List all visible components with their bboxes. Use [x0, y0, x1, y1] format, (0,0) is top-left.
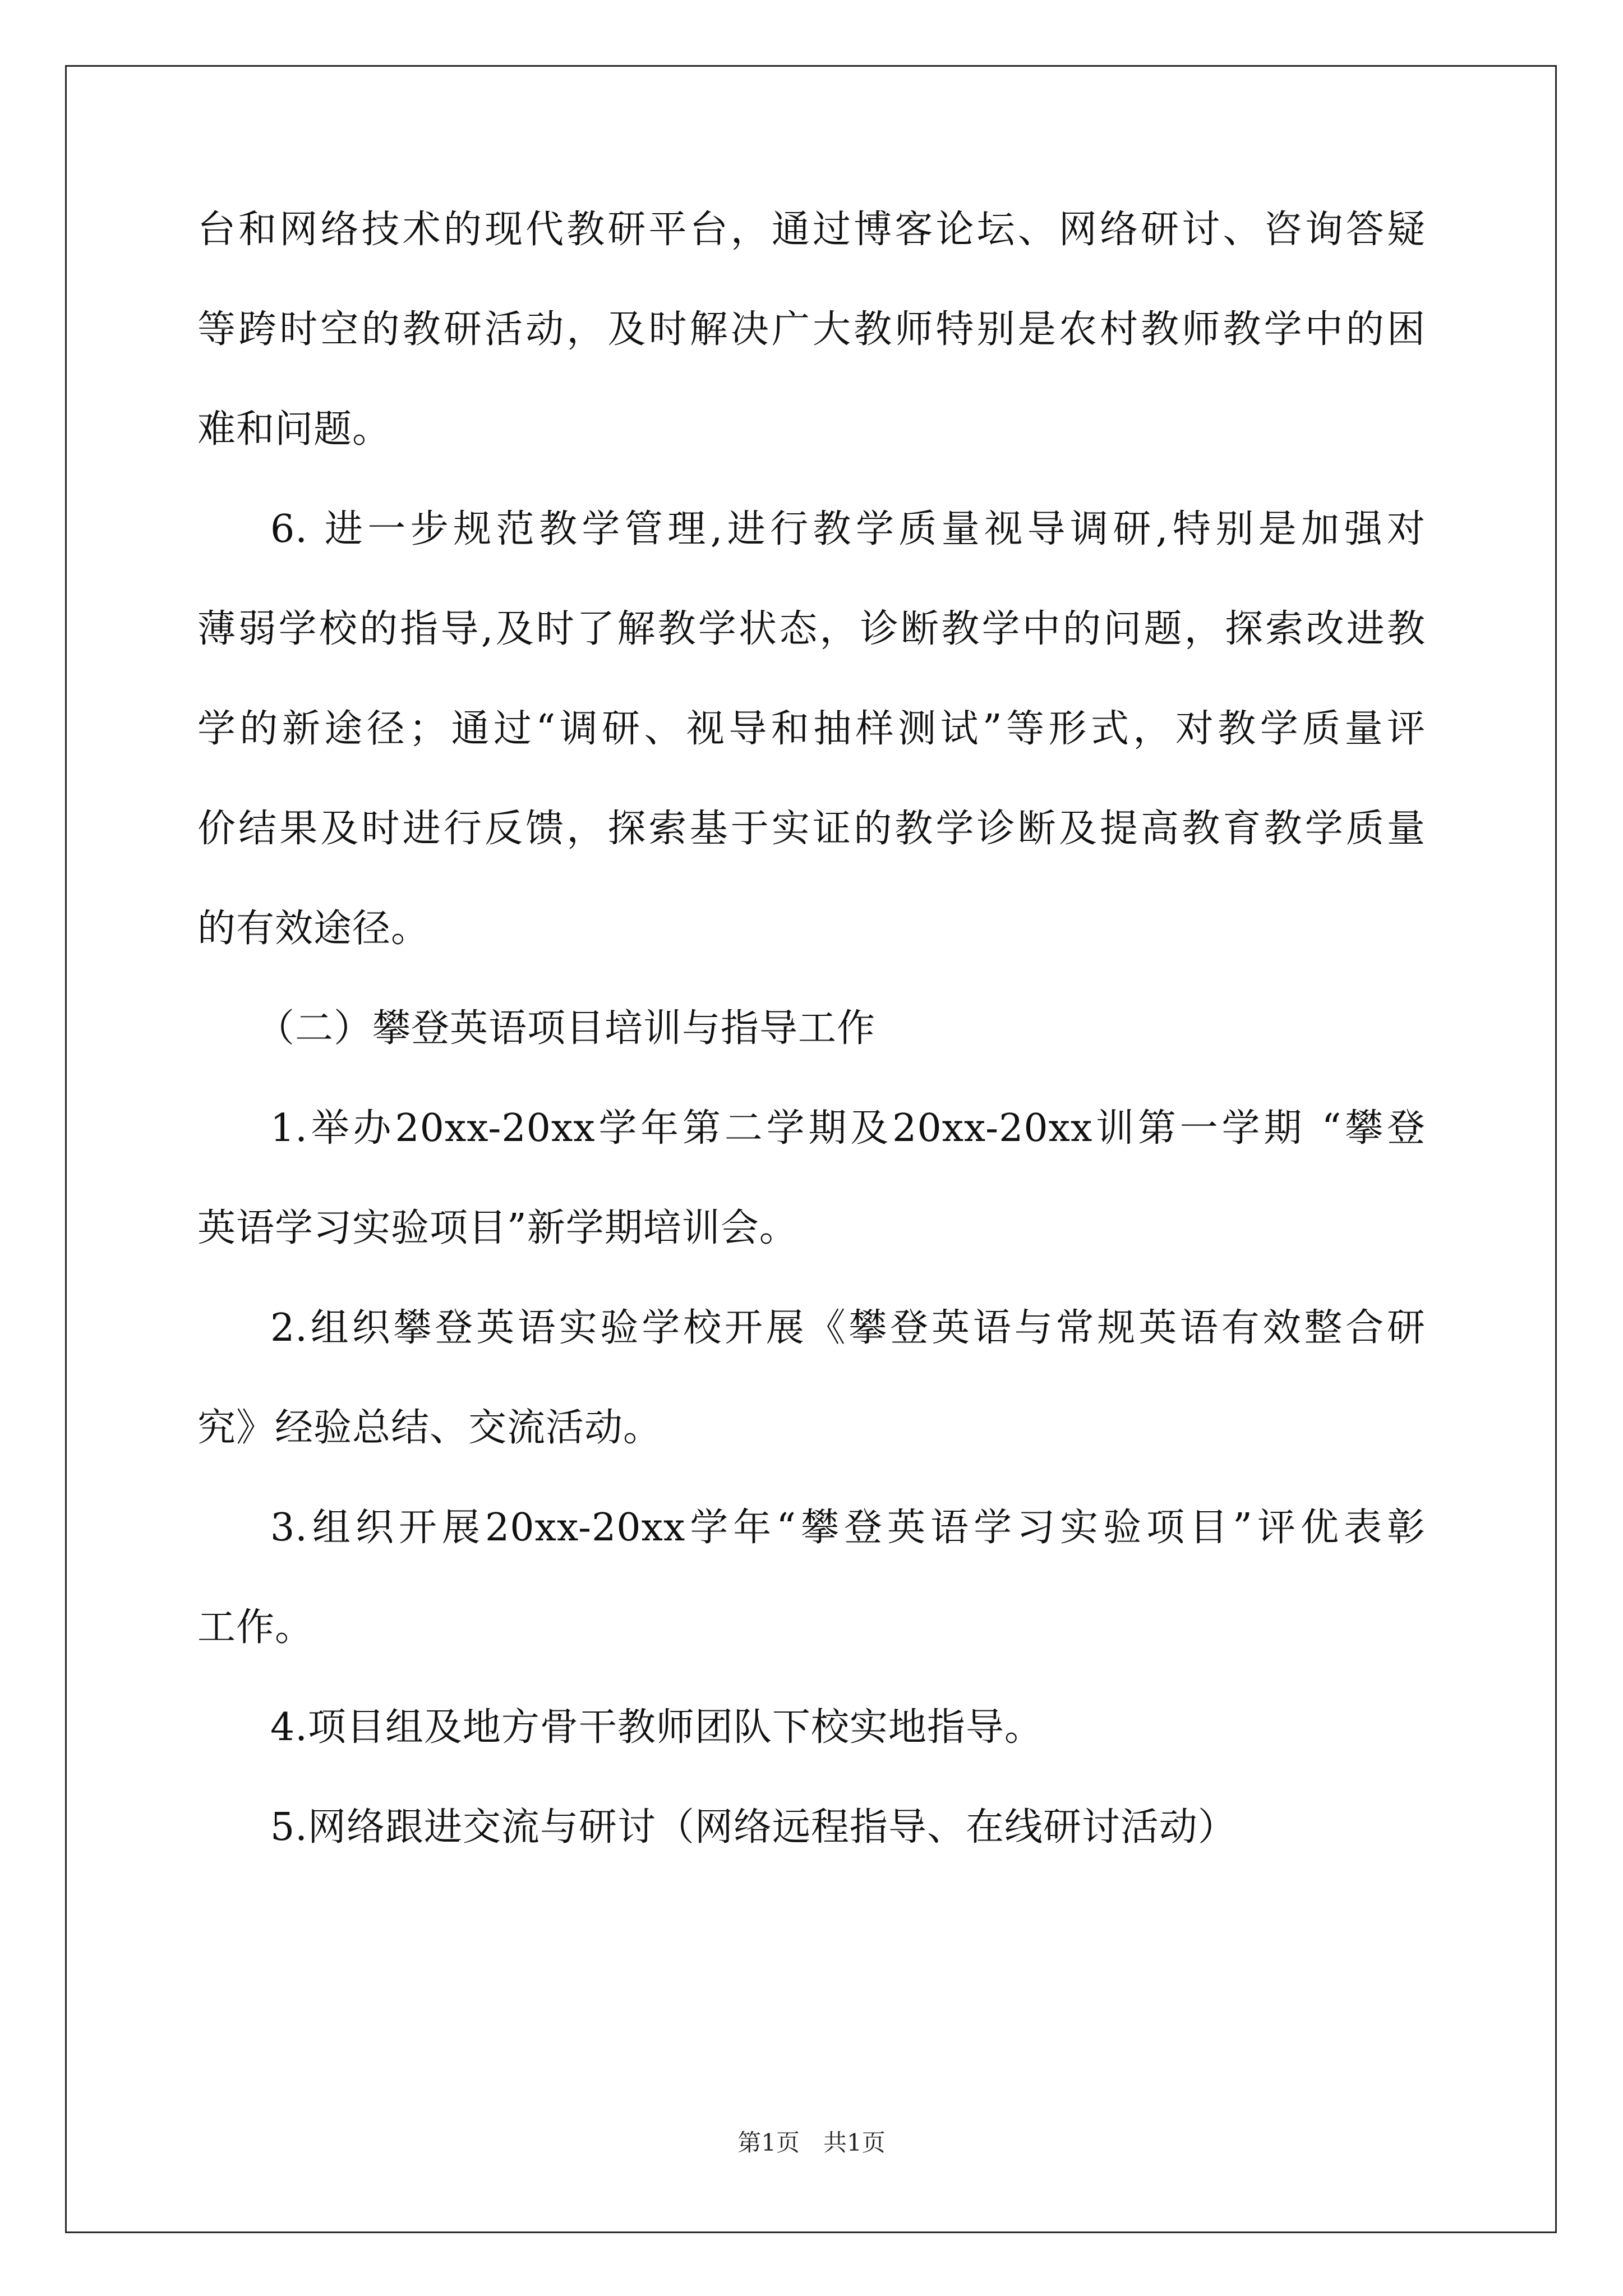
- paragraph-line: 工作。: [197, 1605, 314, 1650]
- paragraph-line: 的有效途径。: [197, 907, 430, 951]
- paragraph-line: 薄弱学校的指导,及时了解教学状态，诊断教学中的问题，探索改进教: [197, 607, 1426, 651]
- paragraph-line: 英语学习实验项目”新学期培训会。: [197, 1206, 798, 1250]
- paragraph-line: 6. 进一步规范教学管理,进行教学质量视导调研,特别是加强对: [270, 507, 1426, 551]
- paragraph-line: 5.网络跟进交流与研讨（网络远程指导、在线研讨活动）: [270, 1805, 1237, 1849]
- page-number: 第1页: [737, 2129, 800, 2156]
- page-footer: [0, 2126, 1623, 2160]
- paragraph-line: 学的新途径；通过“调研、视导和抽样测试”等形式，对教学质量评: [197, 707, 1426, 751]
- paragraph-line: 等跨时空的教研活动，及时解决广大教师特别是农村教师教学中的困: [197, 307, 1426, 352]
- paragraph-line: 4.项目组及地方骨干教师团队下校实地指导。: [270, 1705, 1043, 1750]
- paragraph-line: 价结果及时进行反馈，探索基于实证的教学诊断及提高教育教学质量: [197, 807, 1426, 851]
- paragraph-line: 3.组织开展20xx-20xx学年“攀登英语学习实验项目”评优表彰: [270, 1506, 1426, 1550]
- section-heading: （二）攀登英语项目培训与指导工作: [256, 1006, 876, 1051]
- paragraph-line: 究》经验总结、交流活动。: [197, 1406, 662, 1450]
- page-total: 共1页: [823, 2129, 886, 2156]
- paragraph-line: 1.举办20xx-20xx学年第二学期及20xx-20xx训第一学期 “攀登: [270, 1106, 1426, 1151]
- paragraph-line: 难和问题。: [197, 407, 391, 452]
- paragraph-line: 2.组织攀登英语实验学校开展《攀登英语与常规英语有效整合研: [270, 1306, 1426, 1350]
- paragraph-line: 台和网络技术的现代教研平台，通过博客论坛、网络研讨、咨询答疑: [197, 208, 1426, 252]
